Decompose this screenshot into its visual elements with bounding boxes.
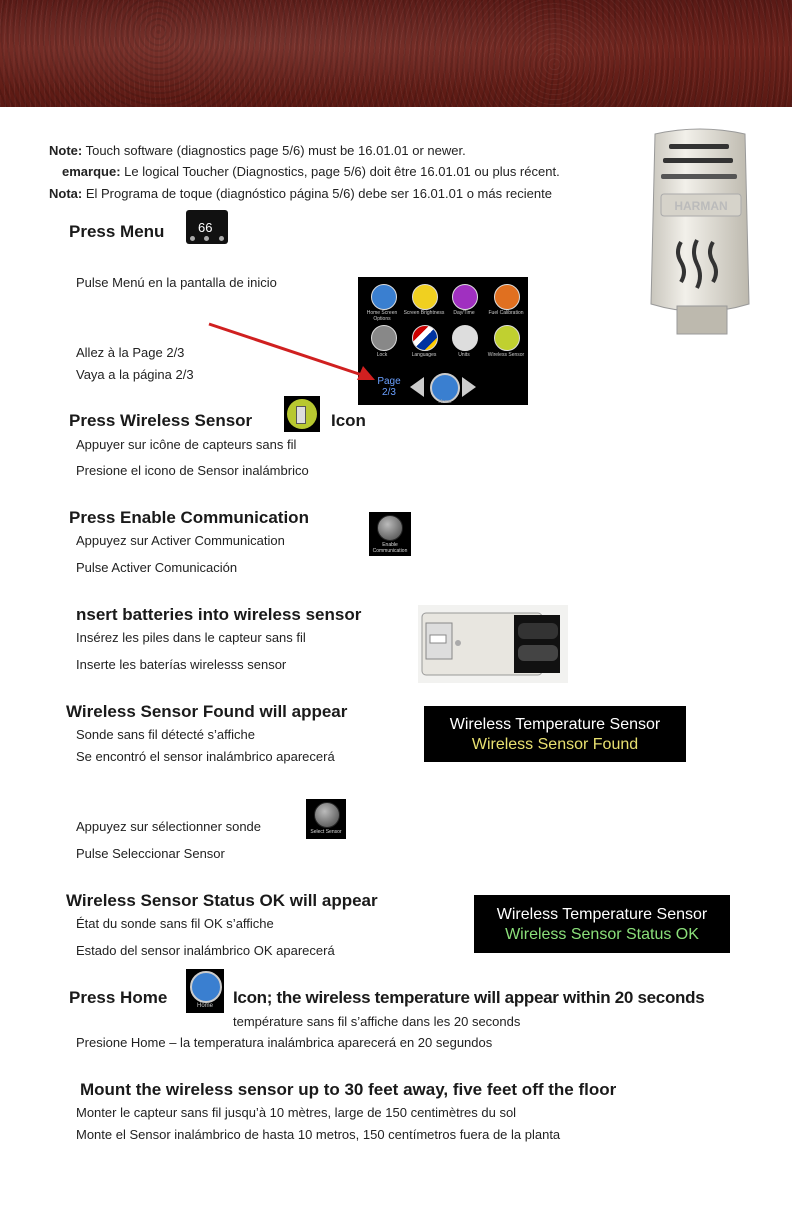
batteries-fr: Insérez les piles dans le capteur sans fil	[76, 630, 306, 645]
mount-es: Monte el Sensor inalámbrico de hasta 10 metros, 150 centímetros fuera de la planta	[76, 1127, 561, 1142]
mount-fr: Monter le capteur sans fil jusqu’à 10 mètres, large de 150 centimètres du sol	[76, 1105, 517, 1120]
fuel-calibration-icon[interactable]	[494, 284, 520, 310]
sensor-found-screen: Wireless Temperature Sensor Wireless Sensor Found	[424, 706, 686, 762]
enable-communication-fr: Appuyez sur Activer Communication	[76, 533, 285, 548]
press-home-es: Presione Home – la temperatura inalámbrica aparecerá en 20 segundos	[76, 1035, 493, 1050]
select-sensor-fr: Appuyez sur sélectionner sonde	[76, 819, 262, 834]
press-home-heading-rest: Icon; the wireless temperature will appear within 20 seconds	[233, 988, 705, 1007]
home-icon[interactable]: Home	[186, 969, 224, 1013]
menu-icon[interactable]: 66	[186, 210, 228, 244]
page-indicator: Page 2/3	[377, 376, 401, 398]
select-sensor-button[interactable]: Select Sensor	[306, 799, 346, 839]
press-menu-es: Pulse Menú en la pantalla de inicio	[76, 275, 277, 290]
select-sensor-es: Pulse Seleccionar Sensor	[76, 846, 225, 861]
svg-text:HARMAN: HARMAN	[674, 199, 728, 213]
units-icon[interactable]	[452, 325, 478, 351]
enable-communication-button[interactable]: Enable Communication	[369, 512, 411, 556]
press-wireless-fr: Appuyer sur icône de capteurs sans fil	[76, 437, 297, 452]
note-en: Note: Touch software (diagnostics page 5/6) must be 16.01.01 or newer.	[49, 143, 466, 158]
screen-brightness-icon[interactable]	[412, 284, 438, 310]
sensor-found-heading: Wireless Sensor Found will appear	[66, 702, 348, 721]
home-screen-options-icon[interactable]	[371, 284, 397, 310]
battery-insertion-image	[418, 605, 568, 683]
sensor-found-es: Se encontró el sensor inalámbrico aparecerá	[76, 749, 335, 764]
status-ok-fr: État du sonde sans fil OK s’affiche	[76, 916, 274, 931]
press-menu-heading: Press Menu	[69, 222, 165, 241]
sensor-found-fr: Sonde sans fil détecté s’affiche	[76, 727, 255, 742]
wireless-sensor-icon[interactable]	[284, 396, 320, 432]
leather-banner	[0, 0, 792, 107]
status-ok-es: Estado del sensor inalámbrico OK aparecerá	[76, 943, 335, 958]
press-wireless-heading: Press Wireless Sensor	[69, 411, 253, 430]
press-wireless-heading-icon-word: Icon	[331, 411, 366, 430]
press-home-fr: température sans fil s’affiche dans les 20 seconds	[233, 1014, 521, 1029]
batteries-heading: nsert batteries into wireless sensor	[76, 605, 362, 624]
batteries-es: Inserte les baterías wirelesss sensor	[76, 657, 287, 672]
press-wireless-es: Presione el icono de Sensor inalámbrico	[76, 463, 309, 478]
status-ok-heading: Wireless Sensor Status OK will appear	[66, 891, 378, 910]
note-es: Nota: El Programa de toque (diagnóstico página 5/6) debe ser 16.01.01 o más reciente	[49, 186, 552, 201]
menu-screen: Home Screen Options Screen Brightness Day/Time Fuel Calibration Lock Languages Units Wireless Sensor Page 2/3 Home	[358, 277, 528, 405]
wireless-sensor-menu-icon[interactable]	[494, 325, 520, 351]
wireless-sensor-device-image	[625, 124, 775, 344]
day-time-icon[interactable]	[452, 284, 478, 310]
go-page-fr: Allez à la Page 2/3	[76, 345, 185, 360]
prev-page-arrow[interactable]	[410, 377, 424, 397]
enable-communication-es: Pulse Activer Comunicación	[76, 560, 238, 575]
languages-icon[interactable]	[412, 325, 438, 351]
enable-communication-heading: Press Enable Communication	[69, 508, 309, 527]
note-fr: emarque: Le logical Toucher (Diagnostics, page 5/6) doit être 16.01.01 ou plus récent.	[62, 164, 560, 179]
go-page-es: Vaya a la página 2/3	[76, 367, 194, 382]
next-page-arrow[interactable]	[462, 377, 476, 397]
press-home-heading: Press Home	[69, 988, 168, 1007]
pointer-arrow	[205, 318, 380, 388]
mount-heading: Mount the wireless sensor up to 30 feet away, five feet off the floor	[80, 1080, 617, 1099]
status-ok-screen: Wireless Temperature Sensor Wireless Sensor Status OK	[474, 895, 730, 953]
